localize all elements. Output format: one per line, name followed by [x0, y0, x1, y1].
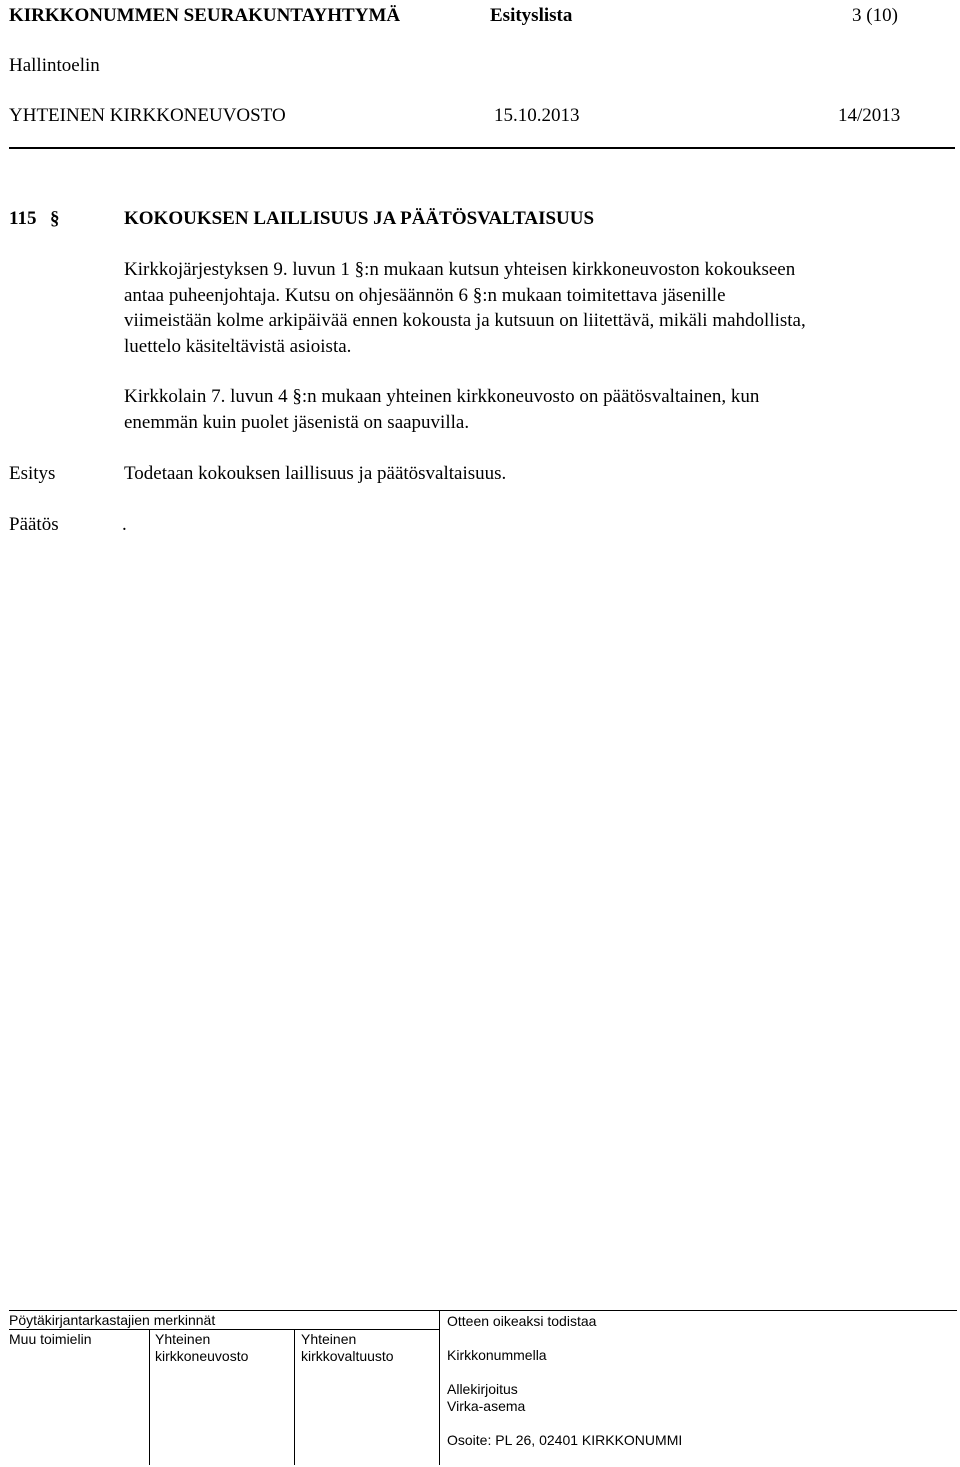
paragraph-1	[124, 257, 806, 359]
decision-label: Päätös	[9, 514, 59, 535]
footer-col-divider-1	[149, 1329, 150, 1465]
page-number: 3 (10)	[852, 5, 898, 26]
paragraph-1-line: viimeistään kolme arkipäivää ennen kokousta ja kutsuun on liitettävä, mikäli mahdollista,	[124, 310, 806, 331]
meeting-date: 15.10.2013	[494, 105, 580, 126]
proposal-text: Todetaan kokouksen laillisuus ja päätösvaltaisuus.	[124, 463, 507, 484]
paragraph-1-line: Kirkkojärjestyksen 9. luvun 1 §:n mukaan kutsun yhteisen kirkkoneuvoston kokoukseen	[124, 259, 796, 280]
position-label: Virka-asema	[447, 1398, 526, 1414]
section-title: KOKOUKSEN LAILLISUUS JA PÄÄTÖSVALTAISUUS	[124, 208, 595, 229]
reviewers-heading: Pöytäkirjantarkastajien merkinnät	[9, 1312, 216, 1328]
header-divider	[9, 147, 955, 149]
document-type: Esityslista	[490, 5, 573, 26]
section-number	[9, 208, 59, 230]
footer-col-assembly	[301, 1331, 394, 1365]
footer-col-other-body: Muu toimielin	[9, 1331, 92, 1347]
footer-col-council-line2: kirkkoneuvosto	[155, 1348, 249, 1364]
organization-name: KIRKKONUMMEN SEURAKUNTAYHTYMÄ	[9, 5, 401, 26]
paragraph-2-line: enemmän kuin puolet jäsenistä on saapuvilla.	[124, 411, 470, 433]
footer-col-council-line1: Yhteinen	[155, 1331, 211, 1347]
address-line: Osoite: PL 26, 02401 KIRKKONUMMI	[447, 1432, 683, 1448]
footer-col-council	[155, 1331, 248, 1365]
paragraph-2	[124, 384, 759, 435]
body-name: YHTEINEN KIRKKONEUVOSTO	[9, 105, 286, 126]
certify-place: Kirkkonummella	[447, 1347, 547, 1363]
footer-col-divider-2	[294, 1329, 295, 1465]
footer-col-divider-3	[439, 1310, 440, 1465]
signature-label: Allekirjoitus	[447, 1381, 518, 1397]
proposal-label: Esitys	[9, 463, 56, 484]
paragraph-1-line: luettelo käsiteltävistä asioista.	[124, 335, 352, 357]
section-paragraph-symbol: §	[49, 208, 60, 229]
footer-col-assembly-line2: kirkkovaltuusto	[301, 1348, 394, 1364]
certify-heading: Otteen oikeaksi todistaa	[447, 1313, 597, 1329]
footer-top-border	[9, 1310, 957, 1311]
footer-col-assembly-line1: Yhteinen	[301, 1331, 357, 1347]
meeting-number: 14/2013	[838, 105, 901, 126]
footer-heading-divider	[9, 1329, 439, 1330]
body-type-label: Hallintoelin	[9, 55, 100, 76]
decision-text: .	[122, 514, 127, 535]
paragraph-2-line: Kirkkolain 7. luvun 4 §:n mukaan yhteinen kirkkoneuvosto on päätösvaltainen, kun	[124, 386, 760, 407]
paragraph-1-line: antaa puheenjohtaja. Kutsu on ohjesäännön 6 §:n mukaan toimitettava jäsenille	[124, 284, 726, 306]
section-number-value: 115	[9, 208, 37, 229]
